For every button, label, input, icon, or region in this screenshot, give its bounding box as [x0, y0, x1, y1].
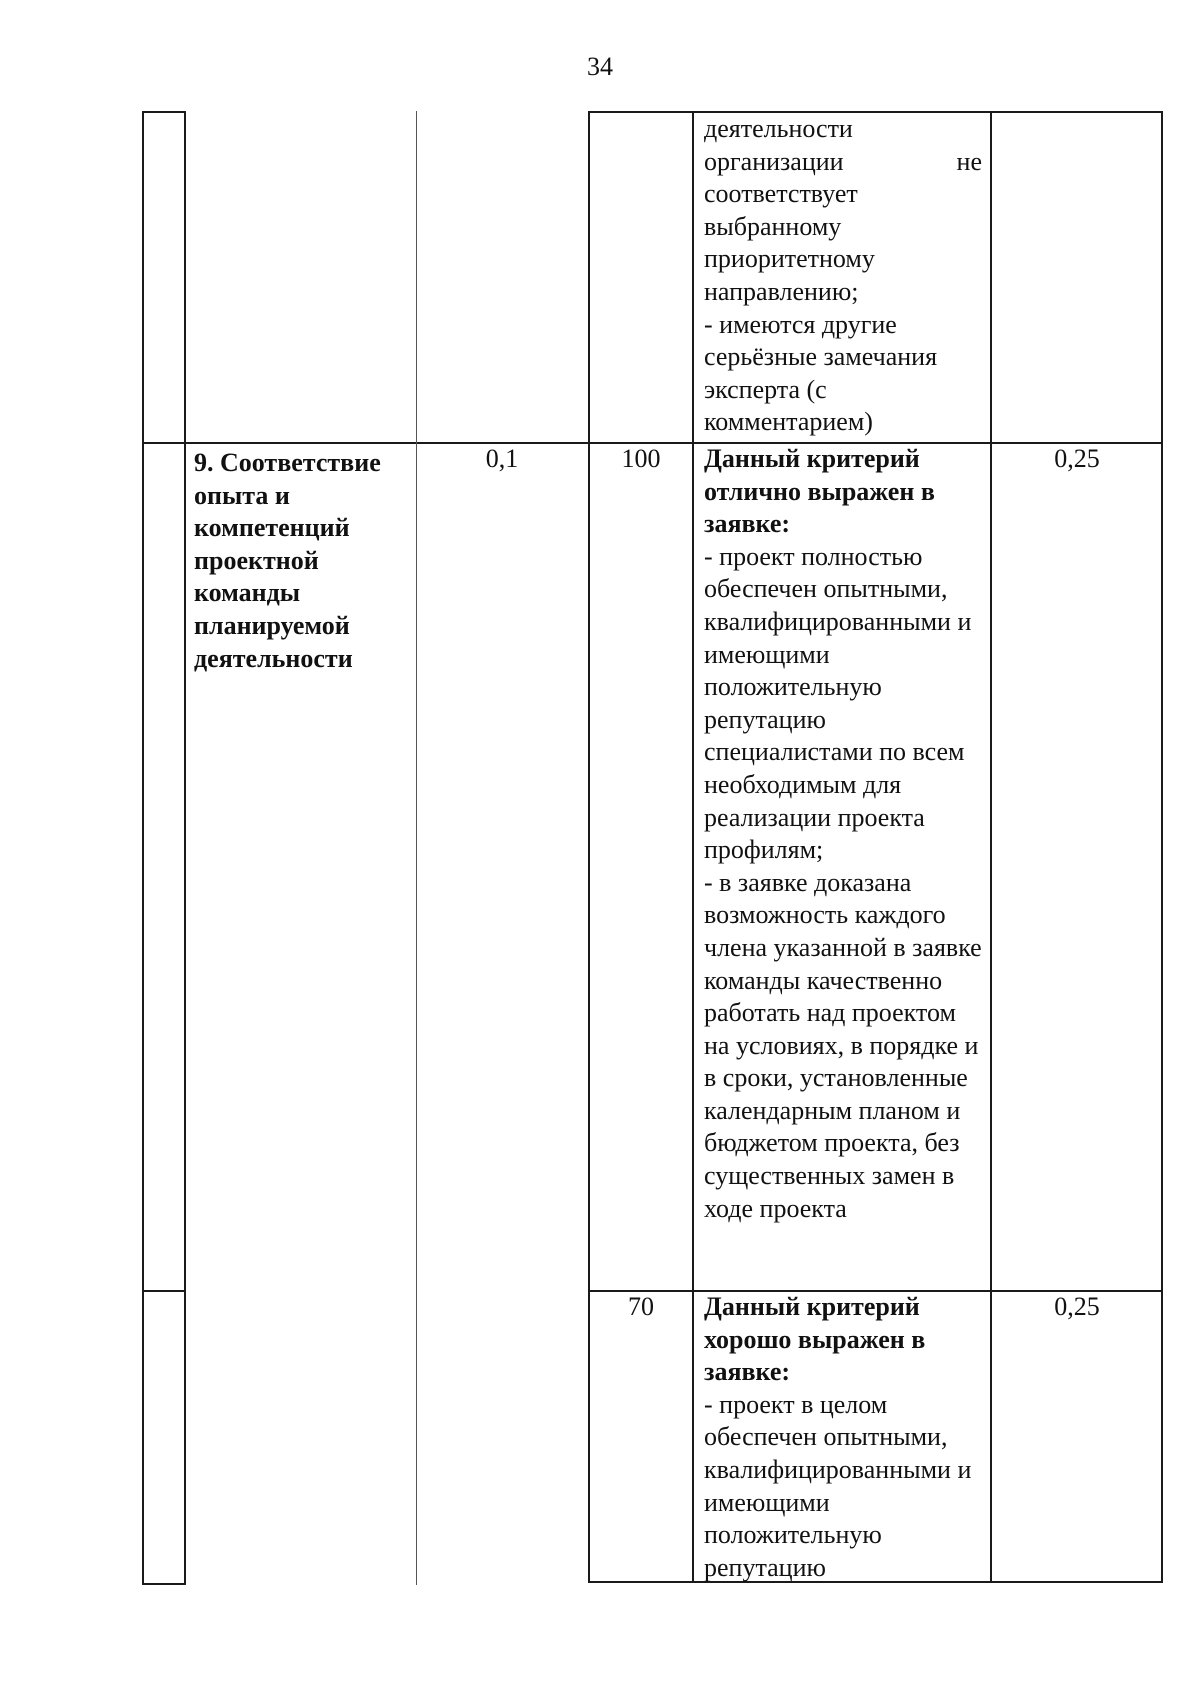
continued-description-word-right: не — [956, 146, 982, 176]
grid-line-bottom-left — [142, 1583, 186, 1585]
level-text: - проект в целом обеспечен опытными, квалифицированными и имеющими положительную репутацию — [704, 1389, 972, 1582]
grid-line-col3 — [588, 111, 590, 1583]
grid-line-col5 — [990, 111, 992, 1583]
grid-line-col6 — [1161, 111, 1163, 1583]
criterion-name: 9. Соответствие опыта и компетенций проектной команды планируемой деятельности — [194, 448, 381, 673]
level-description — [704, 443, 982, 1225]
level-description — [704, 1291, 982, 1584]
grid-line-col2 — [416, 111, 417, 1585]
page-number: 34 — [587, 52, 613, 81]
level-lead: Данный критерий хорошо выражен в заявке: — [704, 1292, 926, 1387]
continued-description-line2 — [704, 146, 982, 179]
continued-description — [704, 113, 982, 439]
continued-description-line1: деятельности — [704, 114, 853, 143]
level-score: 100 — [621, 444, 661, 473]
level-score: 70 — [628, 1292, 654, 1321]
continued-description-word-left: организации — [704, 146, 844, 176]
grid-line-top-left — [142, 111, 186, 113]
level-coefficient: 0,25 — [1054, 1292, 1100, 1321]
criterion-weight: 0,1 — [485, 444, 519, 473]
level-lead: Данный критерий отлично выражен в заявке: — [704, 444, 935, 539]
continued-description-rest: соответствует выбранному приоритетному направлению; - имеются другие серьёзные замечания эксперта (с комментарием) — [704, 179, 938, 437]
level-text: - проект полностью обеспечен опытными, квалифицированными и имеющими положительную репутацию специалистами по всем необходимым для реализации проекта профилям; - в заявке доказана возможность каждого члена указанной в заявке команды качественно работать над проектом на условиях, в порядке и в сроки, установленные календарным планом и бюджетом проекта, без существенных замен в ходе проекта — [704, 541, 982, 1223]
grid-line-col0 — [142, 111, 144, 1585]
grid-line-col4 — [692, 111, 694, 1583]
grid-line-col1 — [184, 111, 186, 1585]
level-coefficient: 0,25 — [1054, 444, 1100, 473]
grid-line-row9b-left — [142, 1290, 186, 1292]
